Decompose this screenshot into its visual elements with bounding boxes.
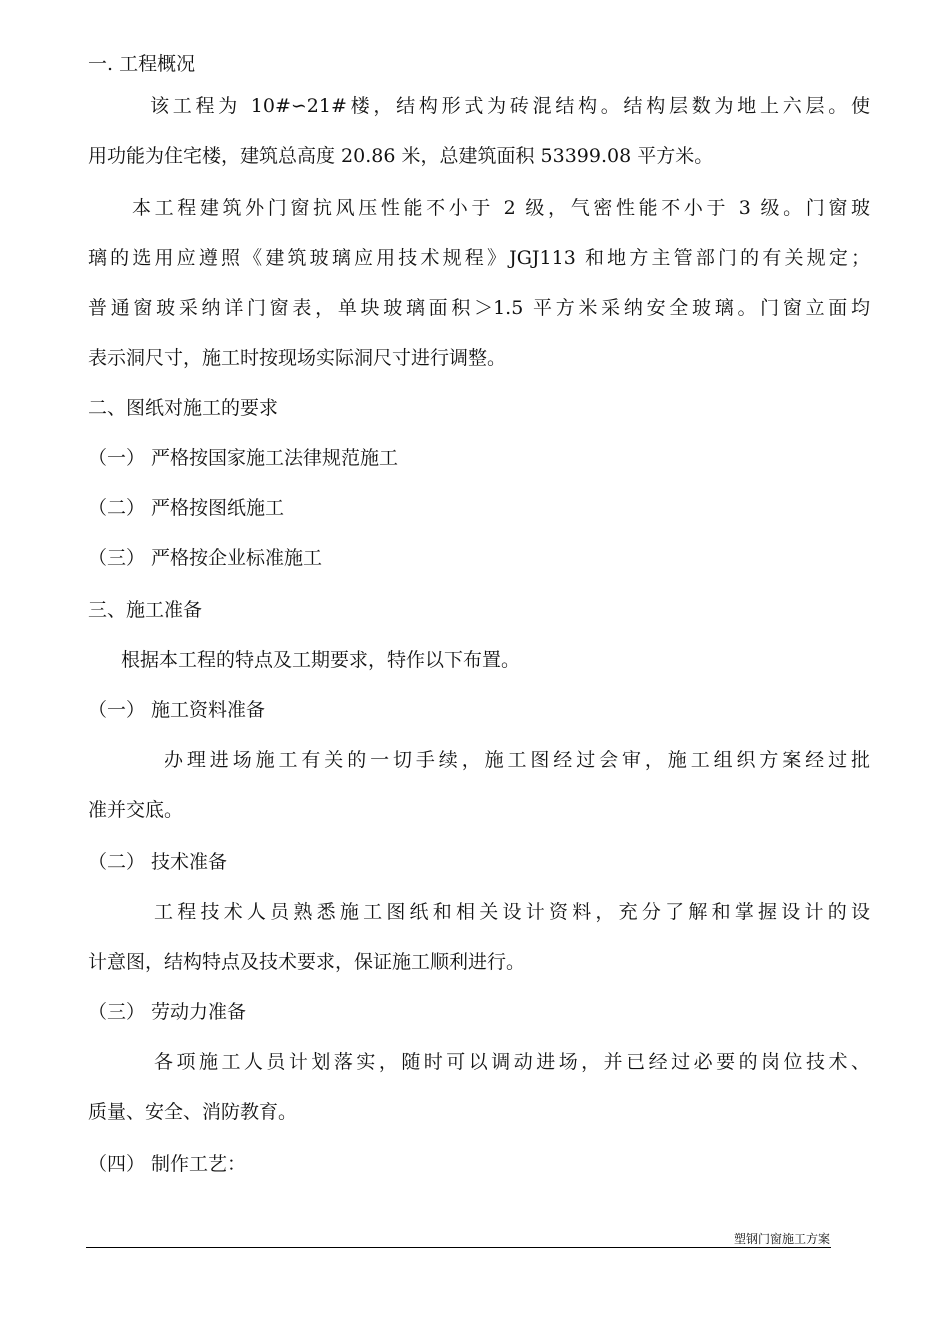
paragraph-line: 各项施工人员计划落实，随时可以调动进场，并已经过必要的岗位技术、 bbox=[154, 1051, 870, 1073]
heading-drawing-requirements: 二、图纸对施工的要求 bbox=[88, 397, 279, 419]
heading-construction-preparation: 三、施工准备 bbox=[88, 599, 203, 621]
subheading: （四） 制作工艺： bbox=[88, 1153, 247, 1175]
paragraph-line: 质量、安全、消防教育。 bbox=[88, 1101, 298, 1123]
paragraph-line: 准并交底。 bbox=[88, 799, 184, 821]
paragraph-line: 璃的选用应遵照《建筑玻璃应用技术规程》JGJ113 和地方主管部门的有关规定； bbox=[88, 247, 870, 269]
subheading: （二） 技术准备 bbox=[88, 851, 228, 873]
list-item: （一） 严格按国家施工法律规范施工 bbox=[88, 447, 399, 469]
footer-title: 塑钢门窗施工方案 bbox=[733, 1232, 830, 1246]
heading-project-overview: 一. 工程概况 bbox=[88, 53, 196, 75]
subheading: （三） 劳动力准备 bbox=[88, 1001, 247, 1023]
paragraph-line: 该工程为 10#∽21#楼，结构形式为砖混结构。结构层数为地上六层。使 bbox=[150, 95, 870, 117]
list-item: （三） 严格按企业标准施工 bbox=[88, 547, 323, 569]
paragraph-line: 根据本工程的特点及工期要求，特作以下布置。 bbox=[121, 649, 521, 671]
paragraph-line: 工程技术人员熟悉施工图纸和相关设计资料，充分了解和掌握设计的设 bbox=[154, 901, 870, 923]
subheading: （一） 施工资料准备 bbox=[88, 699, 266, 721]
footer-divider bbox=[86, 1247, 831, 1248]
paragraph-line: 普通窗玻采纳详门窗表，单块玻璃面积＞1.5 平方米采纳安全玻璃。门窗立面均 bbox=[88, 297, 870, 319]
list-item: （二） 严格按图纸施工 bbox=[88, 497, 285, 519]
paragraph-line: 计意图，结构特点及技术要求，保证施工顺利进行。 bbox=[88, 951, 526, 973]
paragraph-line: 表示洞尺寸，施工时按现场实际洞尺寸进行调整。 bbox=[88, 347, 507, 369]
paragraph-line: 用功能为住宅楼，建筑总高度 20.86 米，总建筑面积 53399.08 平方米。 bbox=[88, 145, 714, 167]
paragraph-line: 本工程建筑外门窗抗风压性能不小于 2 级，气密性能不小于 3 级。门窗玻 bbox=[132, 197, 870, 219]
paragraph-line: 办理进场施工有关的一切手续，施工图经过会审，施工组织方案经过批 bbox=[164, 749, 870, 771]
